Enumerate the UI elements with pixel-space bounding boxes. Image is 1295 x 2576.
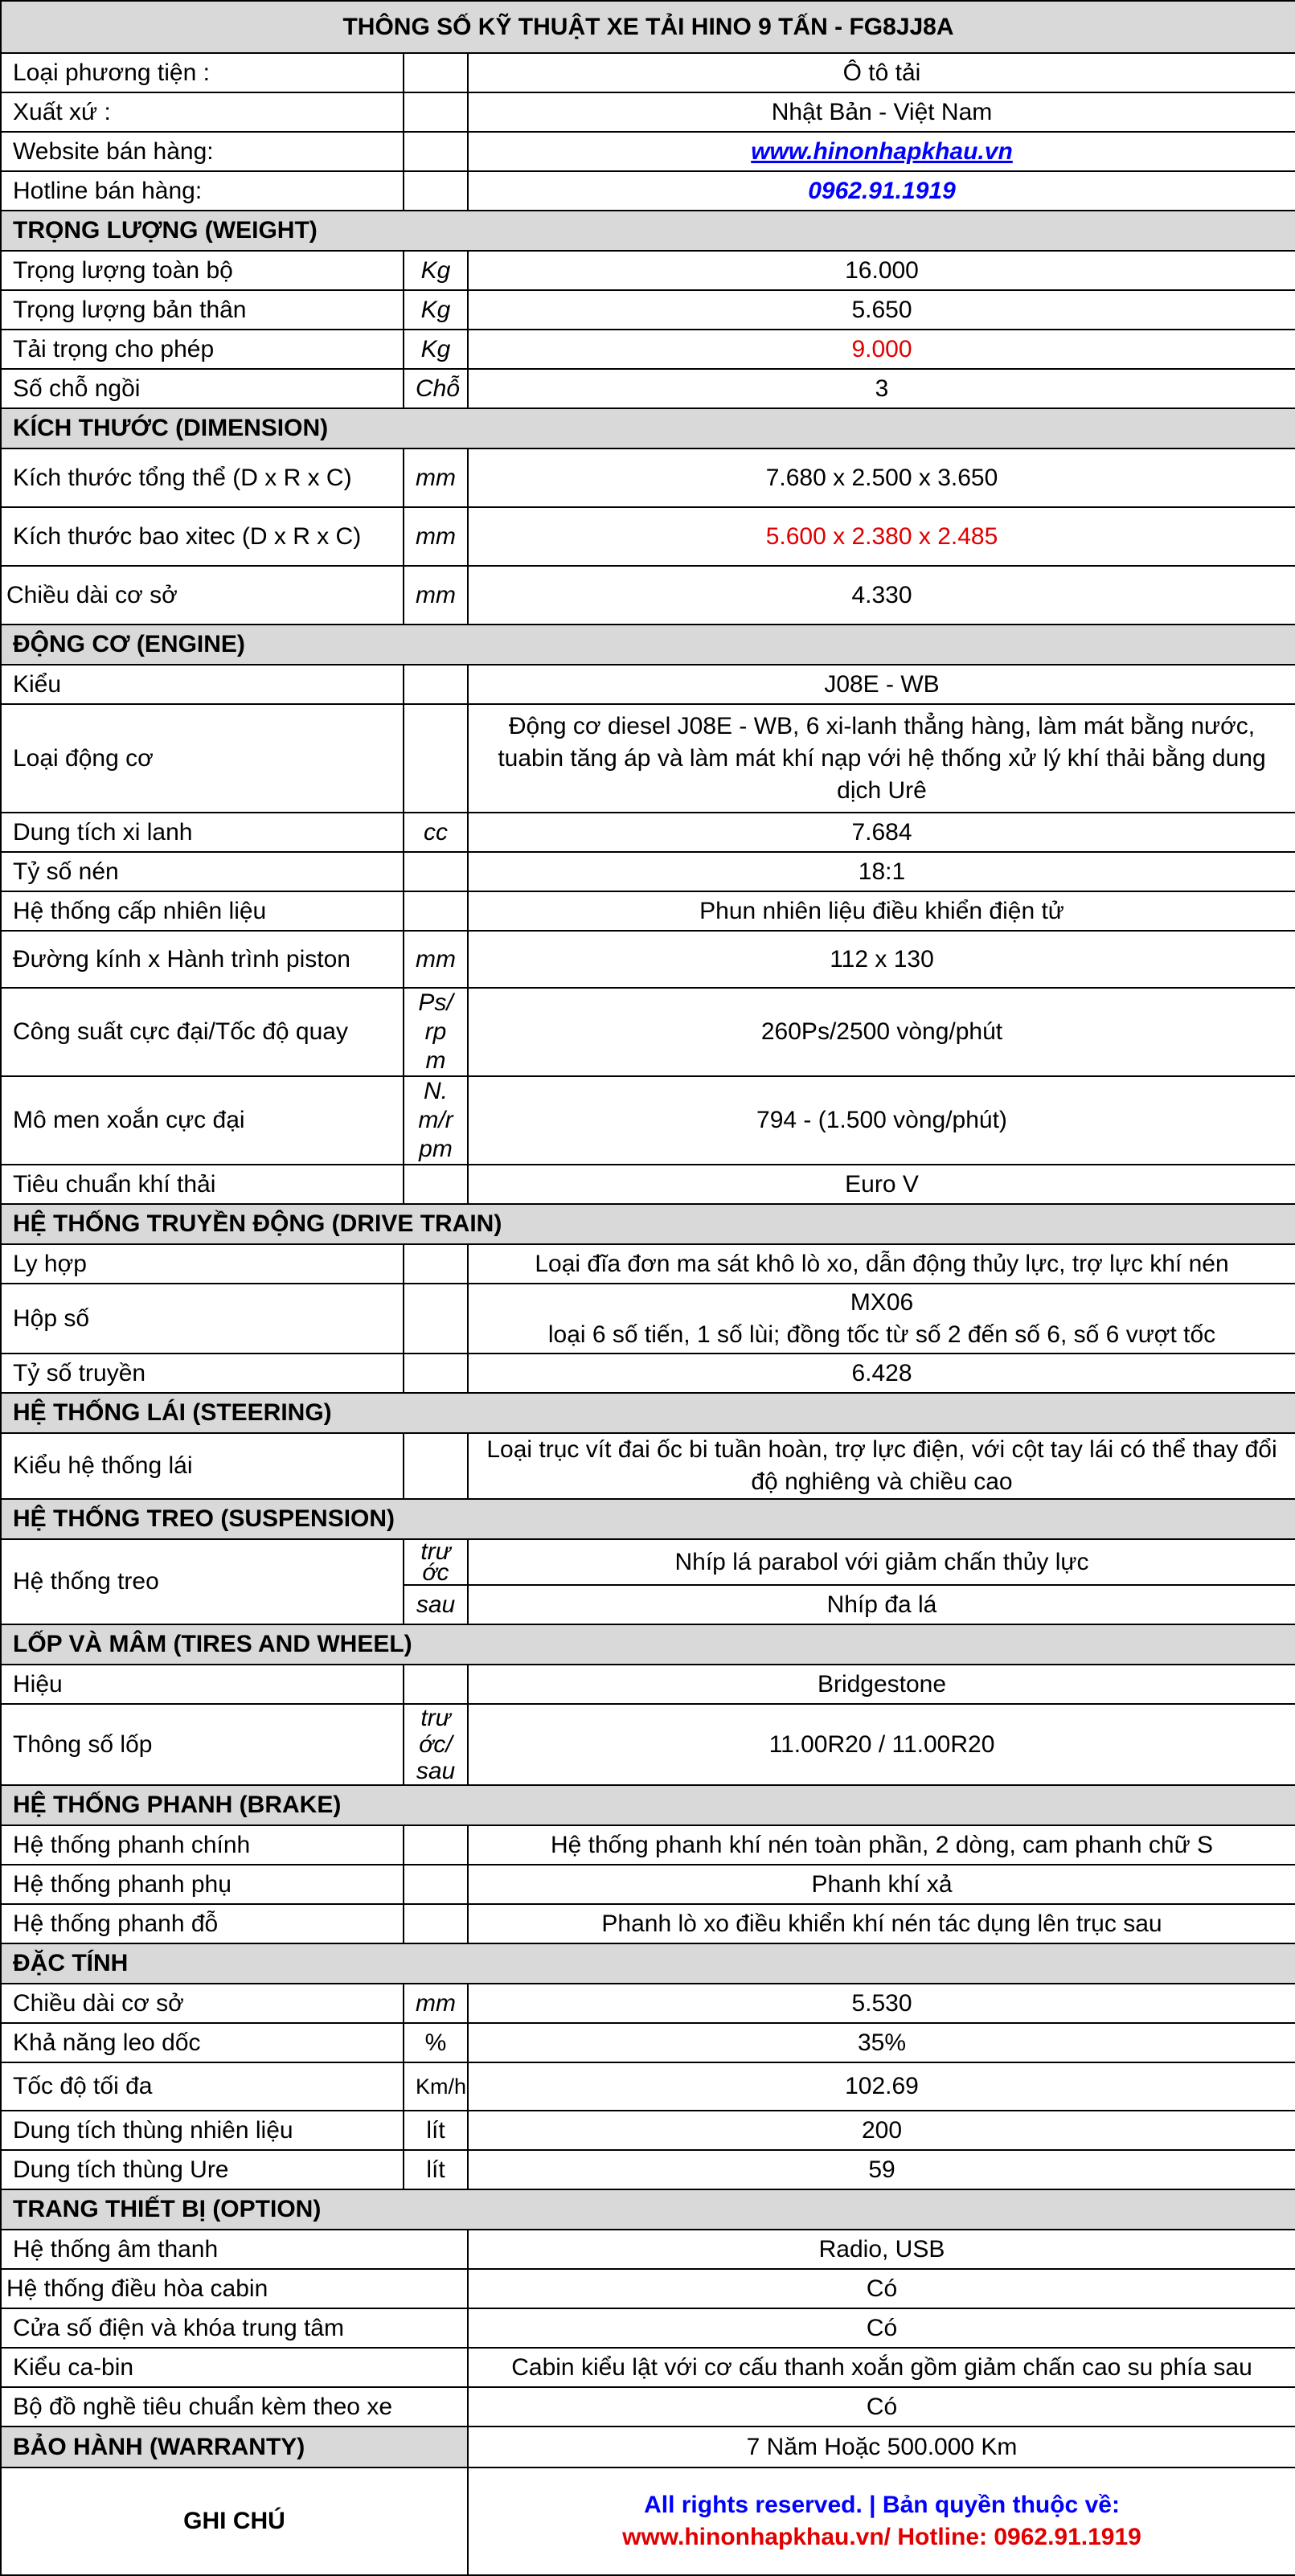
table-row [1, 1904, 1295, 1943]
row-value: Ô tô tải [468, 53, 1295, 92]
row-unit [404, 1354, 468, 1393]
section-row [1, 1943, 1295, 1984]
table-row [1, 988, 1295, 1076]
row-value [468, 1284, 1295, 1354]
note-row [1, 2467, 1295, 2575]
table-row [1, 1433, 1295, 1499]
table-row [1, 852, 1295, 891]
row-label: Công suất cực đại/Tốc độ quay [1, 988, 404, 1076]
warranty-row [1, 2427, 1295, 2467]
section-header-options: TRANG THIẾT BỊ (OPTION) [1, 2189, 1295, 2230]
row-value: Loại đĩa đơn ma sát khô lò xo, dẫn động thủy lực, trợ lực khí nén [468, 1244, 1295, 1284]
row-unit [404, 704, 468, 813]
section-row [1, 625, 1295, 665]
gearbox-model: MX06 [850, 1288, 914, 1316]
row-value: Radio, USB [468, 2230, 1295, 2269]
row-label: Đường kính x Hành trình piston [1, 931, 404, 988]
row-label: Số chỗ ngồi [1, 369, 404, 408]
row-unit [404, 1904, 468, 1943]
section-header-features: ĐẶC TÍNH [1, 1943, 1295, 1984]
row-value: Bridgestone [468, 1665, 1295, 1704]
section-row [1, 1204, 1295, 1244]
row-label: Kiểu ca-bin [1, 2348, 468, 2387]
row-label: Mô men xoắn cực đại [1, 1076, 404, 1165]
row-unit [404, 1825, 468, 1865]
row-label: Hệ thống âm thanh [1, 2230, 468, 2269]
row-label: Chiều dài cơ sở [1, 566, 404, 625]
row-label: Tải trọng cho phép [1, 330, 404, 369]
table-row [1, 1665, 1295, 1704]
table-row [1, 813, 1295, 852]
section-row [1, 2189, 1295, 2230]
section-header-engine: ĐỘNG CƠ (ENGINE) [1, 625, 1295, 665]
section-header-dimension: KÍCH THƯỚC (DIMENSION) [1, 408, 1295, 448]
row-label: Hệ thống treo [1, 1539, 404, 1624]
section-header-warranty: BẢO HÀNH (WARRANTY) [1, 2427, 468, 2467]
row-label: Hiệu [1, 1665, 404, 1704]
table-row [1, 2111, 1295, 2150]
row-value: Hệ thống phanh khí nén toàn phần, 2 dòng, cam phanh chữ S [468, 1825, 1295, 1865]
section-row [1, 1393, 1295, 1433]
row-unit: trước [404, 1539, 468, 1585]
section-header-tires: LỐP VÀ MÂM (TIRES AND WHEEL) [1, 1624, 1295, 1665]
row-label: Loại phương tiện : [1, 53, 404, 92]
row-unit: Ps/rpm [404, 988, 468, 1076]
row-unit [404, 132, 468, 171]
row-value: 5.650 [468, 290, 1295, 330]
table-row [1, 369, 1295, 408]
table-row [1, 931, 1295, 988]
table-row [1, 2348, 1295, 2387]
row-label: Hệ thống phanh phụ [1, 1865, 404, 1904]
row-value: 102.69 [468, 2062, 1295, 2111]
title-row [1, 1, 1295, 53]
row-label: Hệ thống phanh chính [1, 1825, 404, 1865]
section-header-brake: HỆ THỐNG PHANH (BRAKE) [1, 1785, 1295, 1825]
row-label: Tốc độ tối đa [1, 2062, 404, 2111]
row-unit [404, 852, 468, 891]
page-title: THÔNG SỐ KỸ THUẬT XE TẢI HINO 9 TẤN - FG8JJ8A [1, 1, 1295, 53]
row-label: Loại động cơ [1, 704, 404, 813]
row-unit: Kg [404, 330, 468, 369]
section-row [1, 1624, 1295, 1665]
row-label: Xuất xứ : [1, 92, 404, 132]
table-row [1, 2387, 1295, 2427]
table-row [1, 92, 1295, 132]
gearbox-description: loại 6 số tiến, 1 số lùi; đồng tốc từ số 2 đến số 6, số 6 vượt tốc [547, 1321, 1216, 1348]
row-unit: lít [404, 2150, 468, 2189]
row-value: Euro V [468, 1165, 1295, 1204]
row-unit: lít [404, 2111, 468, 2150]
row-label: Khả năng leo dốc [1, 2023, 404, 2062]
row-unit [404, 891, 468, 931]
row-value: Loại trục vít đai ốc bi tuần hoàn, trợ lực điện, với cột tay lái có thể thay đổi độ nghiêng và chiều cao [468, 1433, 1295, 1499]
table-row [1, 704, 1295, 813]
row-value: Nhíp lá parabol với giảm chấn thủy lực [468, 1539, 1295, 1585]
row-value: Có [468, 2269, 1295, 2308]
section-row [1, 211, 1295, 251]
row-unit [404, 53, 468, 92]
table-row [1, 2269, 1295, 2308]
row-label: Hotline bán hàng: [1, 171, 404, 211]
table-row [1, 2308, 1295, 2348]
table-row [1, 2230, 1295, 2269]
row-value: Phanh lò xo điều khiển khí nén tác dụng lên trục sau [468, 1904, 1295, 1943]
row-unit: trước/sau [404, 1704, 468, 1785]
row-label: Thông số lốp [1, 1704, 404, 1785]
row-unit [404, 1665, 468, 1704]
row-unit: mm [404, 931, 468, 988]
row-unit: Kg [404, 251, 468, 290]
row-label: Kiểu hệ thống lái [1, 1433, 404, 1499]
row-label: Website bán hàng: [1, 132, 404, 171]
row-unit [404, 1165, 468, 1204]
row-unit [404, 665, 468, 704]
row-value: Nhật Bản - Việt Nam [468, 92, 1295, 132]
row-value: Phun nhiên liệu điều khiển điện tử [468, 891, 1295, 931]
row-label: Tỷ số nén [1, 852, 404, 891]
row-unit [404, 171, 468, 211]
row-label: Dung tích thùng nhiên liệu [1, 2111, 404, 2150]
row-label: Kích thước bao xitec (D x R x C) [1, 507, 404, 566]
row-value: 9.000 [468, 330, 1295, 369]
table-row [1, 1244, 1295, 1284]
table-row [1, 891, 1295, 931]
row-unit: mm [404, 1984, 468, 2023]
section-row [1, 1785, 1295, 1825]
section-header-weight: TRỌNG LƯỢNG (WEIGHT) [1, 211, 1295, 251]
table-row [1, 1825, 1295, 1865]
table-row [1, 2023, 1295, 2062]
row-unit [404, 1284, 468, 1354]
table-row [1, 448, 1295, 507]
row-unit: % [404, 2023, 468, 2062]
row-unit [404, 1433, 468, 1499]
row-value: 794 - (1.500 vòng/phút) [468, 1076, 1295, 1165]
row-value: 4.330 [468, 566, 1295, 625]
row-unit: mm [404, 566, 468, 625]
row-value: 112 x 130 [468, 931, 1295, 988]
table-row [1, 1165, 1295, 1204]
row-value: 35% [468, 2023, 1295, 2062]
hotline-number: 0962.91.1919 [808, 177, 956, 204]
row-label: Kích thước tổng thể (D x R x C) [1, 448, 404, 507]
table-row [1, 566, 1295, 625]
table-row [1, 1865, 1295, 1904]
row-value: 18:1 [468, 852, 1295, 891]
row-value: 260Ps/2500 vòng/phút [468, 988, 1295, 1076]
row-unit [404, 1244, 468, 1284]
row-value: Phanh khí xả [468, 1865, 1295, 1904]
row-unit [404, 1865, 468, 1904]
table-row [1, 1354, 1295, 1393]
table-row [1, 53, 1295, 92]
row-unit: Km/h [404, 2062, 468, 2111]
row-unit [404, 92, 468, 132]
row-unit: mm [404, 448, 468, 507]
row-label: Kiểu [1, 665, 404, 704]
row-value: 59 [468, 2150, 1295, 2189]
row-label: Trọng lượng toàn bộ [1, 251, 404, 290]
copyright-contact: www.hinonhapkhau.vn/ Hotline: 0962.91.1919 [622, 2524, 1141, 2550]
section-row [1, 408, 1295, 448]
section-header-drivetrain: HỆ THỐNG TRUYỀN ĐỘNG (DRIVE TRAIN) [1, 1204, 1295, 1244]
row-label: Bộ đồ nghề tiêu chuẩn kèm theo xe [1, 2387, 468, 2427]
section-header-steering: HỆ THỐNG LÁI (STEERING) [1, 1393, 1295, 1433]
table-row [1, 330, 1295, 369]
row-label: Dung tích thùng Ure [1, 2150, 404, 2189]
table-row [1, 507, 1295, 566]
row-unit: cc [404, 813, 468, 852]
row-unit: N.m/rpm [404, 1076, 468, 1165]
table-row [1, 1076, 1295, 1165]
row-label: Tỷ số truyền [1, 1354, 404, 1393]
note-content [468, 2467, 1295, 2575]
warranty-value: 7 Năm Hoặc 500.000 Km [468, 2427, 1295, 2467]
row-value: 200 [468, 2111, 1295, 2150]
row-value: Cabin kiểu lật với cơ cấu thanh xoắn gồm giảm chấn cao su phía sau [468, 2348, 1295, 2387]
table-row [1, 2062, 1295, 2111]
row-value: Có [468, 2308, 1295, 2348]
row-unit: sau [404, 1585, 468, 1624]
website-link[interactable]: www.hinonhapkhau.vn [751, 137, 1013, 165]
row-label: Trọng lượng bản thân [1, 290, 404, 330]
table-row [1, 1704, 1295, 1785]
row-label: Dung tích xi lanh [1, 813, 404, 852]
row-label: Hộp số [1, 1284, 404, 1354]
row-unit: Chỗ [404, 369, 468, 408]
table-row [1, 171, 1295, 211]
row-value: 5.600 x 2.380 x 2.485 [468, 507, 1295, 566]
row-label: Cửa số điện và khóa trung tâm [1, 2308, 468, 2348]
row-value: 5.530 [468, 1984, 1295, 2023]
row-label: Tiêu chuẩn khí thải [1, 1165, 404, 1204]
row-label: Ly hợp [1, 1244, 404, 1284]
row-value: 16.000 [468, 251, 1295, 290]
hotline-cell [468, 171, 1295, 211]
table-row [1, 1284, 1295, 1354]
copyright-text: All rights reserved. | Bản quyền thuộc về: [644, 2492, 1120, 2518]
row-value: Có [468, 2387, 1295, 2427]
table-row [1, 1984, 1295, 2023]
website-cell [468, 132, 1295, 171]
table-row [1, 132, 1295, 171]
row-label: Chiều dài cơ sở [1, 1984, 404, 2023]
row-value: Động cơ diesel J08E - WB, 6 xi-lanh thẳng hàng, làm mát bằng nước, tuabin tăng áp và làm mát khí nạp với hệ thống xử lý khí thải bằng dung dịch Urê [468, 704, 1295, 813]
table-row [1, 290, 1295, 330]
row-unit: Kg [404, 290, 468, 330]
row-value: 6.428 [468, 1354, 1295, 1393]
table-row [1, 665, 1295, 704]
row-value: J08E - WB [468, 665, 1295, 704]
row-value: 11.00R20 / 11.00R20 [468, 1704, 1295, 1785]
row-value: 7.684 [468, 813, 1295, 852]
table-row [1, 2150, 1295, 2189]
table-row [1, 1539, 1295, 1585]
row-value: 3 [468, 369, 1295, 408]
row-label: Hệ thống cấp nhiên liệu [1, 891, 404, 931]
row-unit: mm [404, 507, 468, 566]
note-label: GHI CHÚ [1, 2467, 468, 2575]
row-label: Hệ thống điều hòa cabin [1, 2269, 468, 2308]
row-value: Nhíp đa lá [468, 1585, 1295, 1624]
section-header-suspension: HỆ THỐNG TREO (SUSPENSION) [1, 1499, 1295, 1539]
row-label: Hệ thống phanh đỗ [1, 1904, 404, 1943]
section-row [1, 1499, 1295, 1539]
table-row [1, 251, 1295, 290]
row-value: 7.680 x 2.500 x 3.650 [468, 448, 1295, 507]
